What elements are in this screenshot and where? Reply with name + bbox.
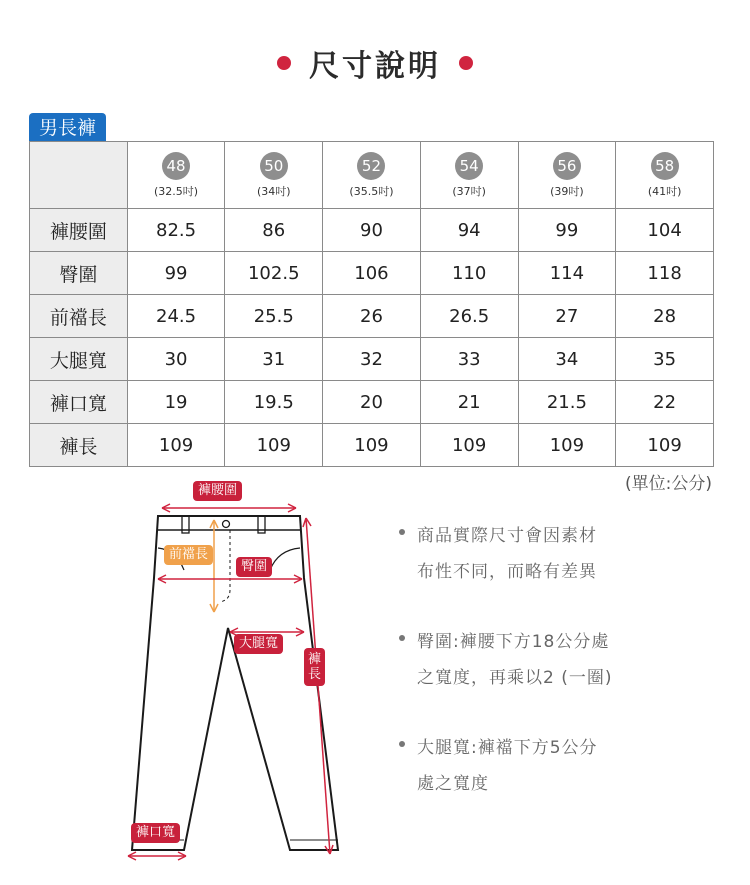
length-label: 褲長 bbox=[304, 648, 325, 686]
size-header-cell bbox=[127, 142, 225, 209]
table-cell: 99 bbox=[127, 252, 225, 295]
title-dot-right bbox=[459, 56, 473, 70]
size-inch: (39吋) bbox=[550, 184, 584, 198]
table-row bbox=[30, 209, 714, 252]
table-cell: 110 bbox=[420, 252, 518, 295]
table-cell: 21 bbox=[420, 381, 518, 424]
unit-note: (單位:公分) bbox=[625, 474, 712, 494]
note-item bbox=[395, 624, 715, 696]
button-icon bbox=[223, 521, 230, 528]
bullet-icon bbox=[399, 529, 405, 535]
size-header-cell bbox=[518, 142, 616, 209]
pocket-right bbox=[270, 548, 300, 570]
size-header-row bbox=[30, 142, 714, 209]
size-inch: (41吋) bbox=[647, 184, 682, 198]
row-label: 褲口寬 bbox=[30, 381, 128, 424]
front-rise-label: 前襠長 bbox=[164, 545, 213, 565]
waist-label: 褲腰圍 bbox=[193, 481, 242, 501]
table-cell: 104 bbox=[616, 209, 714, 252]
table-cell: 86 bbox=[225, 209, 323, 252]
table-cell: 28 bbox=[616, 295, 714, 338]
table-row bbox=[30, 381, 714, 424]
size-header-cell bbox=[225, 142, 323, 209]
thigh-label: 大腿寬 bbox=[234, 634, 283, 654]
size-badge: 54 bbox=[455, 152, 483, 180]
row-label: 前襠長 bbox=[30, 295, 128, 338]
size-badge: 58 bbox=[651, 152, 679, 180]
title-bar bbox=[0, 38, 750, 88]
section-tag: 男長褲 bbox=[29, 113, 106, 143]
table-cell: 106 bbox=[323, 252, 421, 295]
row-label: 臀圍 bbox=[30, 252, 128, 295]
table-cell: 26.5 bbox=[420, 295, 518, 338]
size-badge: 52 bbox=[357, 152, 385, 180]
table-cell: 109 bbox=[225, 424, 323, 467]
table-cell: 99 bbox=[518, 209, 616, 252]
row-label: 大腿寬 bbox=[30, 338, 128, 381]
table-cell: 24.5 bbox=[127, 295, 225, 338]
notes-list bbox=[395, 518, 715, 836]
table-cell: 22 bbox=[616, 381, 714, 424]
size-inch: (32.5吋) bbox=[154, 184, 199, 198]
size-inch: (34吋) bbox=[256, 184, 291, 198]
length-arrow bbox=[306, 518, 330, 854]
size-inch: (35.5吋) bbox=[349, 184, 394, 198]
table-cell: 118 bbox=[616, 252, 714, 295]
size-header-cell bbox=[323, 142, 421, 209]
size-header-cell bbox=[420, 142, 518, 209]
header-corner bbox=[30, 142, 128, 209]
size-badge: 50 bbox=[260, 152, 288, 180]
table-cell: 19 bbox=[127, 381, 225, 424]
row-label: 褲腰圍 bbox=[30, 209, 128, 252]
size-table bbox=[29, 141, 714, 467]
table-cell: 34 bbox=[518, 338, 616, 381]
page-title: 尺寸說明 bbox=[309, 49, 441, 84]
note-text: 臀圍:褲腰下方18公分處 之寬度，再乘以2 (一圈) bbox=[417, 632, 613, 688]
size-header-cell bbox=[616, 142, 714, 209]
size-badge: 48 bbox=[162, 152, 190, 180]
table-cell: 21.5 bbox=[518, 381, 616, 424]
table-cell: 33 bbox=[420, 338, 518, 381]
note-text: 大腿寬:褲襠下方5公分 處之寬度 bbox=[417, 738, 598, 794]
table-cell: 109 bbox=[518, 424, 616, 467]
note-text: 商品實際尺寸會因素材 布性不同，而略有差異 bbox=[417, 526, 597, 582]
table-cell: 90 bbox=[323, 209, 421, 252]
table-cell: 26 bbox=[323, 295, 421, 338]
table-cell: 102.5 bbox=[225, 252, 323, 295]
table-cell: 27 bbox=[518, 295, 616, 338]
table-cell: 114 bbox=[518, 252, 616, 295]
table-cell: 31 bbox=[225, 338, 323, 381]
bullet-icon bbox=[399, 635, 405, 641]
bullet-icon bbox=[399, 741, 405, 747]
table-row bbox=[30, 295, 714, 338]
table-cell: 19.5 bbox=[225, 381, 323, 424]
title-dot-left bbox=[277, 56, 291, 70]
table-cell: 25.5 bbox=[225, 295, 323, 338]
size-inch: (37吋) bbox=[452, 184, 486, 198]
note-item bbox=[395, 518, 715, 590]
table-cell: 109 bbox=[127, 424, 225, 467]
table-cell: 109 bbox=[616, 424, 714, 467]
table-cell: 20 bbox=[323, 381, 421, 424]
table-row bbox=[30, 424, 714, 467]
table-cell: 109 bbox=[420, 424, 518, 467]
table-cell: 109 bbox=[323, 424, 421, 467]
table-cell: 30 bbox=[127, 338, 225, 381]
table-row bbox=[30, 252, 714, 295]
size-badge: 56 bbox=[553, 152, 581, 180]
hip-label: 臀圍 bbox=[236, 557, 272, 577]
table-cell: 94 bbox=[420, 209, 518, 252]
table-cell: 35 bbox=[616, 338, 714, 381]
note-item bbox=[395, 730, 715, 802]
fly-stitch bbox=[220, 530, 230, 602]
hem-label: 褲口寬 bbox=[131, 823, 180, 843]
table-cell: 82.5 bbox=[127, 209, 225, 252]
row-label: 褲長 bbox=[30, 424, 128, 467]
table-cell: 32 bbox=[323, 338, 421, 381]
table-row bbox=[30, 338, 714, 381]
